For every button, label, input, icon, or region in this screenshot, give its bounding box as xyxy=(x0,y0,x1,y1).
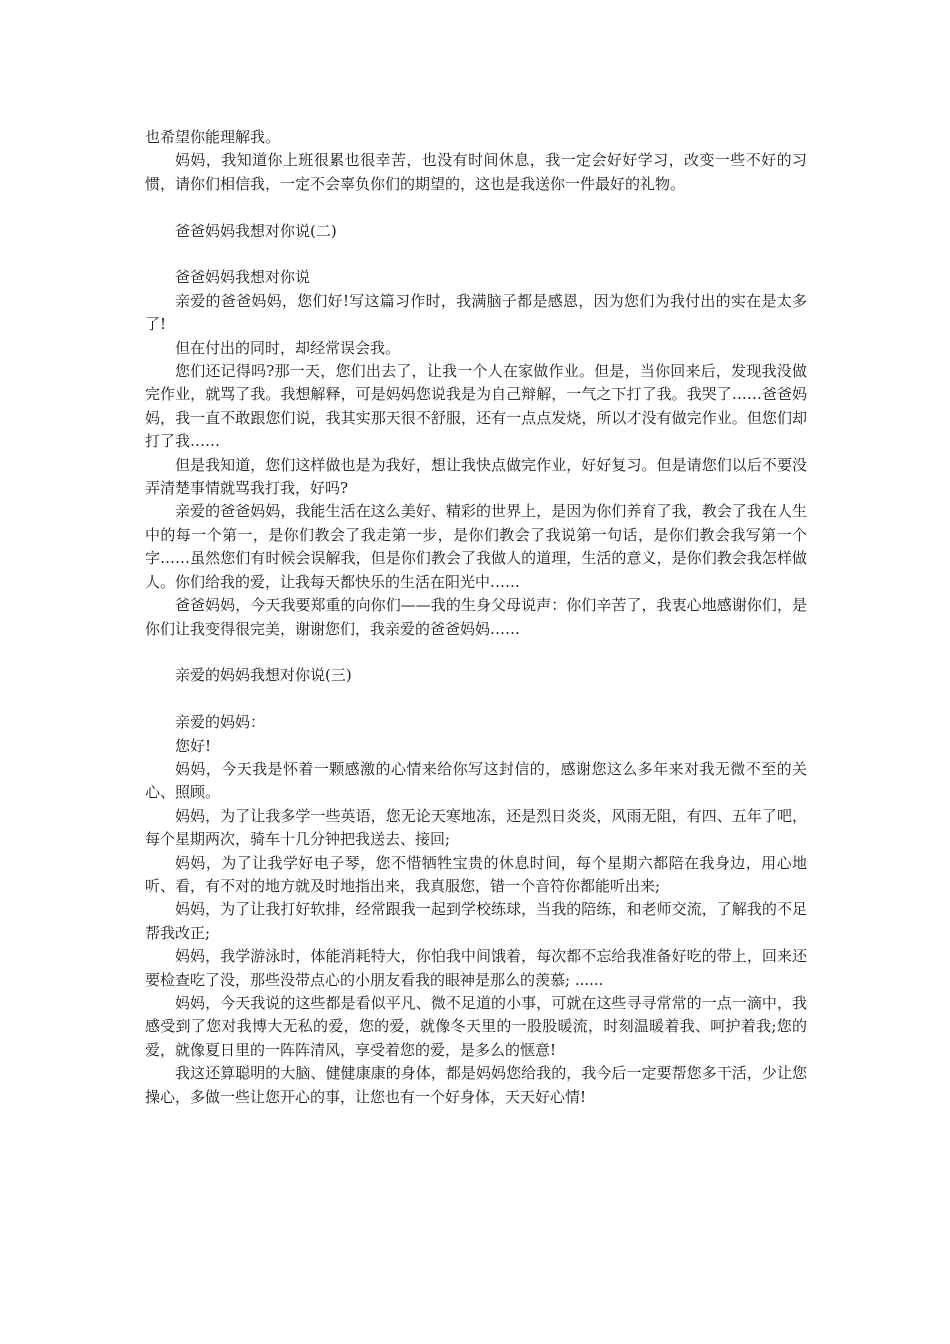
section-subheading: 爸爸妈妈我想对你说 xyxy=(175,268,311,287)
paragraph: 妈妈，我知道你上班很累也很幸苦，也没有时间休息，我一定会好好学习，改变一些不好的习惯，请你们相信我，一定不会辜负你们的期望的，这也是我送你一件最好的礼物。 xyxy=(145,151,807,193)
document-body xyxy=(145,126,807,1109)
spacer xyxy=(145,641,807,664)
paragraph: 妈妈，为了让我打好软排，经常跟我一起到学校练球，当我的陪练，和老师交流，了解我的不足帮我改正; xyxy=(145,900,807,942)
paragraph: 亲爱的爸爸妈妈，我能生活在这么美好、精彩的世界上，是因为你们养育了我，教会了我在人生中的每一个第一，是你们教会了我走第一步，是你们教会了我说第一句话，是你们教会我写第一个字……虽然您们有时候会误解我，但是你们教会了我做人的道理，生活的意义，是你们教会我怎样做人。你们给我的爱，让我每天都快乐的生活在阳光中…… xyxy=(145,502,807,591)
paragraph: 但是我知道，您们这样做也是为我好，想让我快点做完作业，好好复习。但是请您们以后不要没弄清楚事情就骂我打我，好吗? xyxy=(145,455,807,498)
paragraph: 妈妈，今天我说的这些都是看似平凡、微不足道的小事，可就在这些寻寻常常的一点一滴中，我感受到了您对我博大无私的爱，您的爱，就像冬天里的一股股暖流，时刻温暖着我、呵护着我;您的爱，就像夏日里的一阵阵清风，享受着您的爱，是多么的惬意! xyxy=(145,993,807,1059)
spacer xyxy=(145,196,807,219)
paragraph: 也希望你能理解我。 xyxy=(145,128,281,146)
paragraph: 妈妈，我学游泳时，体能消耗特大，你怕我中间饿着，每次都不忘给我准备好吃的带上，回来还要检查吃了没，那些没带点心的小朋友看我的眼神是那么的羡慕; ...... xyxy=(145,947,807,989)
letter-greeting: 亲爱的妈妈： xyxy=(175,713,266,732)
paragraph: 妈妈，为了让我多学一些英语，您无论天寒地冻，还是烈日炎炎，风雨无阻，有四、五年了吧，每个星期两次，骑车十几分钟把我送去、接回; xyxy=(145,806,807,849)
paragraph: 亲爱的爸爸妈妈，您们好!写这篇习作时，我满脑子都是感恩，因为您们为我付出的实在是太多了! xyxy=(145,291,807,334)
paragraph: 我这还算聪明的大脑、健健康康的身体，都是妈妈您给我的，我今后一定要帮您多干活，少让您操心，多做一些让您开心的事，让您也有一个好身体，天天好心情! xyxy=(145,1064,807,1106)
letter-salutation: 您好! xyxy=(175,736,212,755)
paragraph: 但在付出的同时，却经常误会我。 xyxy=(175,338,401,357)
section-heading: 亲爱的妈妈我想对你说(三) xyxy=(175,666,352,685)
spacer xyxy=(145,688,807,711)
spacer xyxy=(145,243,807,266)
paragraph: 妈妈，今天我是怀着一颗感激的心情来给你写这封信的，感谢您这么多年来对我无微不至的关心、照顾。 xyxy=(145,759,807,802)
paragraph: 妈妈，为了让我学好电子琴，您不惜牺牲宝贵的休息时间，每个星期六都陪在我身边，用心地听、看，有不对的地方就及时地指出来，我真服您，错一个音符你都能听出来; xyxy=(145,853,807,895)
paragraph: 爸爸妈妈，今天我要郑重的向你们——我的生身父母说声：你们辛苦了，我衷心地感谢你们，是你们让我变得很完美，谢谢您们，我亲爱的爸爸妈妈…… xyxy=(145,596,807,638)
section-heading: 爸爸妈妈我想对你说(二) xyxy=(175,221,337,240)
paragraph: 您们还记得吗?那一天，您们出去了，让我一个人在家做作业。但是，当你回来后，发现我没做完作业，就骂了我。我想解释，可是妈妈您说我是为自己辩解，一气之下打了我。我哭了……爸爸妈妈，我一直不敢跟您们说，我其实那天很不舒服，还有一点点发烧，所以才没有做完作业。但您们却打了我…… xyxy=(145,362,807,451)
